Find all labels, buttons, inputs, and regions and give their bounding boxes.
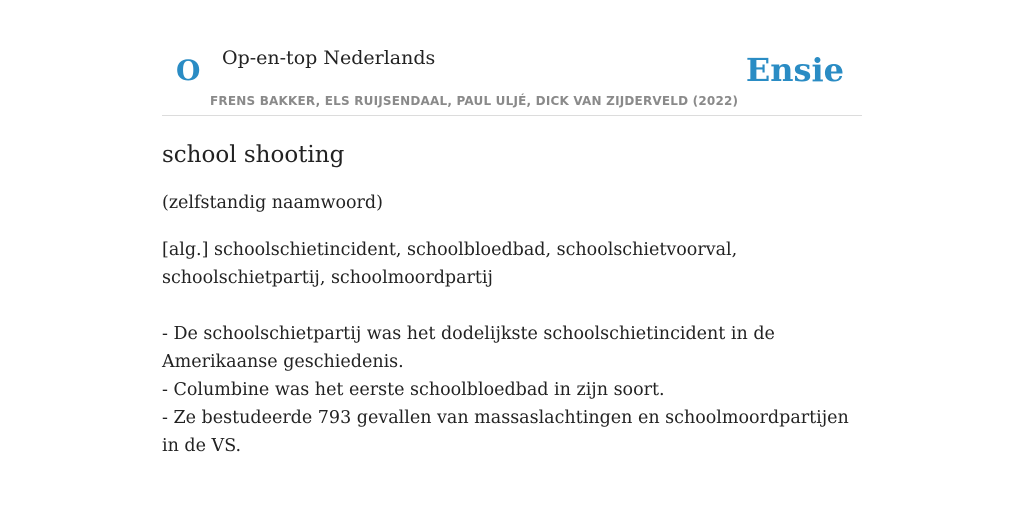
part-of-speech: (zelfstandig naamwoord) [162, 193, 383, 213]
example-sentence: - Ze bestudeerde 793 gevallen van massaslachtingen en schoolmoordpartijen in de VS. [162, 408, 849, 456]
example-sentence: - De schoolschietpartij was het dodelijkste schoolschietincident in de Amerikaanse geschiedenis. [162, 324, 775, 372]
source-authors: FRENS BAKKER, ELS RUIJSENDAAL, PAUL ULJÉ, DICK VAN ZIJDERVELD (2022) [210, 94, 739, 108]
entry-headword: school shooting [162, 142, 345, 168]
example-sentences [162, 320, 862, 460]
ensie-logo[interactable]: Ensie [745, 51, 844, 89]
source-initial-logo: O [176, 54, 201, 87]
entry-card [162, 38, 862, 460]
synonym-list: [alg.] schoolschietincident, schoolbloedbad, schoolschietvoorval, schoolschietpartij, schoolmoordpartij [162, 240, 738, 288]
source-header [162, 38, 862, 116]
source-title-link[interactable]: Op-en-top Nederlands [222, 47, 436, 69]
example-sentence: - Columbine was het eerste schoolbloedbad in zijn soort. [162, 380, 665, 400]
